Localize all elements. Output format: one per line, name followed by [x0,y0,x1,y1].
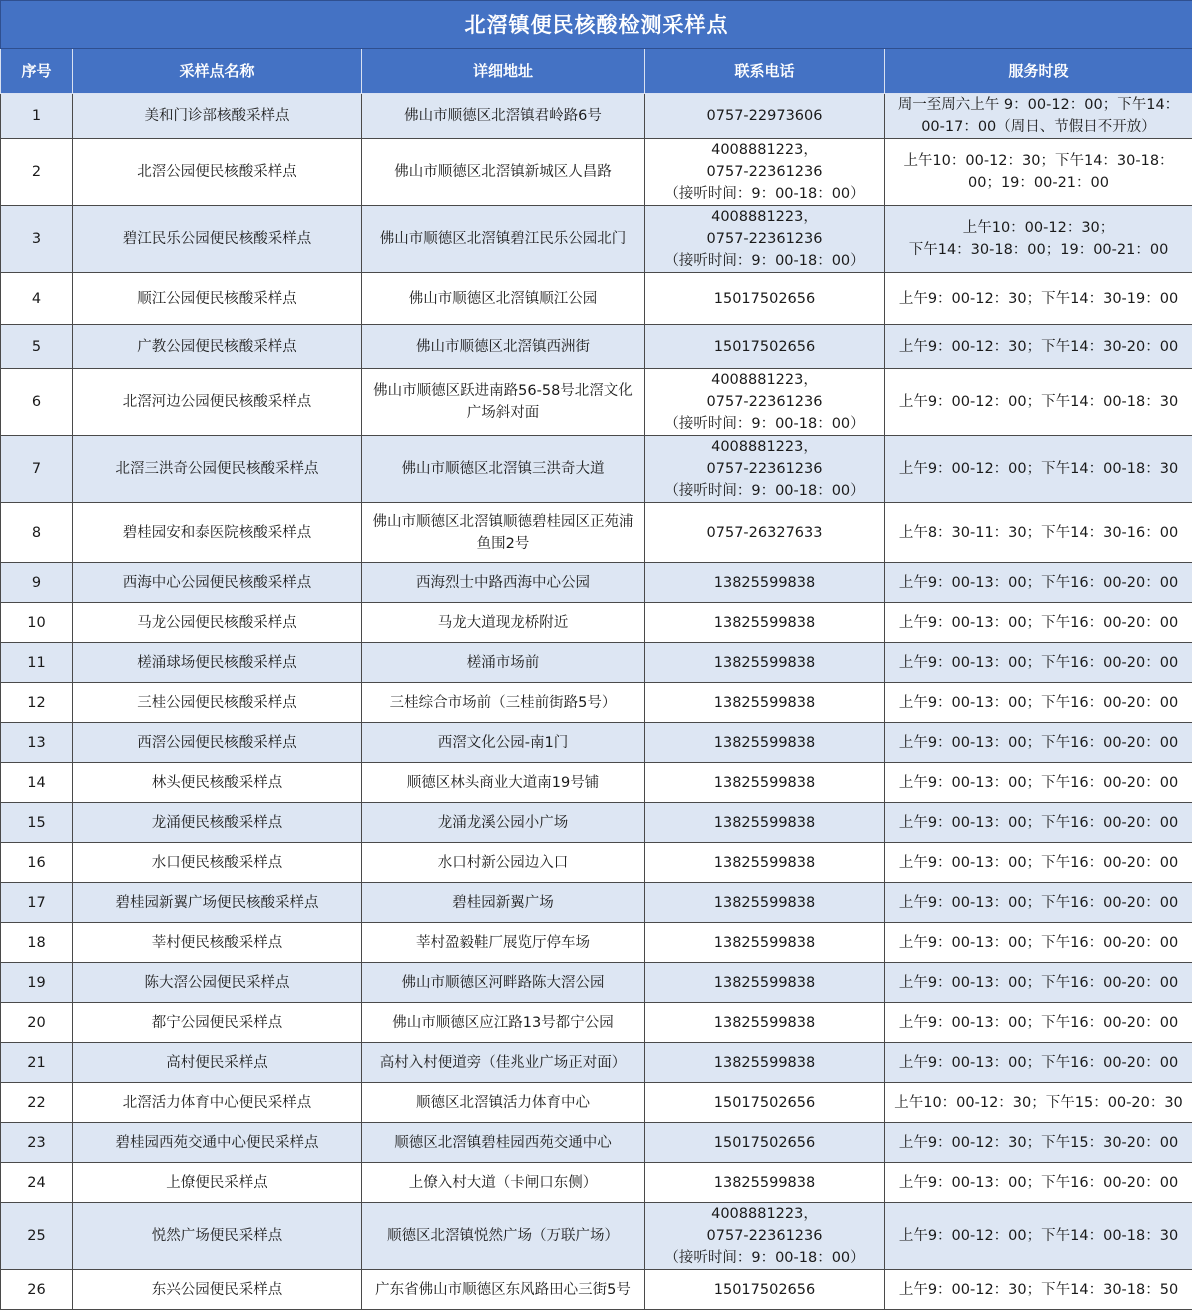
cell-service-hours [885,723,1192,763]
cell-phone [645,503,885,563]
table-row [1,603,1192,643]
cell-address-line: 佛山市顺德区北滘镇顺江公园 [364,288,642,310]
cell-index: 6 [1,369,73,436]
cell-address [362,923,645,963]
cell-phone [645,1043,885,1083]
cell-phone [645,325,885,369]
cell-address-line: 佛山市顺德区北滘镇新城区人昌路 [364,161,642,183]
cell-phone-line: 0757-22361236 [647,228,882,250]
cell-phone-line: 13825599838 [647,692,882,714]
cell-address [362,1043,645,1083]
cell-address [362,603,645,643]
cell-phone-line: 4008881223， [647,139,882,161]
cell-site-name: 北滘三洪奇公园便民核酸采样点 [73,436,362,503]
cell-service-hours-line: 上午9：00-12：30；下午14：30-19：00 [887,288,1190,310]
cell-phone-line: 4008881223， [647,369,882,391]
cell-service-hours [885,563,1192,603]
table-row [1,843,1192,883]
cell-address [362,803,645,843]
cell-address [362,139,645,206]
cell-phone [645,1203,885,1270]
cell-address [362,683,645,723]
cell-index: 22 [1,1083,73,1123]
cell-address-line: 顺德区北滘镇碧桂园西苑交通中心 [364,1132,642,1154]
cell-site-name: 北滘河边公园便民核酸采样点 [73,369,362,436]
cell-phone [645,1123,885,1163]
table-row [1,1163,1192,1203]
cell-address [362,763,645,803]
cell-phone [645,883,885,923]
cell-phone-line: （接听时间：9：00-18：00） [647,1247,882,1269]
cell-service-hours-line: 上午10：00-12：30；下午14：30-18： [887,150,1190,172]
cell-site-name: 广教公园便民核酸采样点 [73,325,362,369]
cell-phone [645,369,885,436]
cell-address-line: 佛山市顺德区北滘镇君岭路6号 [364,105,642,127]
cell-service-hours [885,923,1192,963]
cell-phone-line: 13825599838 [647,652,882,674]
header-address: 详细地址 [362,49,645,94]
cell-phone [645,563,885,603]
cell-address [362,723,645,763]
cell-phone [645,206,885,273]
cell-address-line: 西海烈士中路西海中心公园 [364,572,642,594]
cell-phone [645,923,885,963]
cell-index: 10 [1,603,73,643]
table-row [1,963,1192,1003]
cell-index: 20 [1,1003,73,1043]
cell-service-hours-line: 上午10：00-12：30； [887,217,1190,239]
table-row [1,683,1192,723]
cell-phone [645,803,885,843]
table-row [1,803,1192,843]
cell-address [362,1083,645,1123]
cell-phone [645,1003,885,1043]
cell-address-line: 佛山市顺德区跃进南路56-58号北滘文化 [364,380,642,402]
table-body [1,94,1192,1310]
cell-index: 2 [1,139,73,206]
cell-phone-line: 4008881223， [647,436,882,458]
cell-address [362,503,645,563]
cell-site-name: 顺江公园便民核酸采样点 [73,273,362,325]
cell-index: 15 [1,803,73,843]
cell-service-hours-line: 上午9：00-13：00；下午16：00-20：00 [887,772,1190,794]
cell-index: 3 [1,206,73,273]
cell-index: 7 [1,436,73,503]
cell-service-hours-line: 上午9：00-13：00；下午16：00-20：00 [887,612,1190,634]
cell-index: 13 [1,723,73,763]
cell-address [362,369,645,436]
cell-phone [645,94,885,139]
header-service-hours: 服务时段 [885,49,1192,94]
table-row [1,1003,1192,1043]
cell-index: 9 [1,563,73,603]
cell-index: 17 [1,883,73,923]
cell-index: 16 [1,843,73,883]
cell-index: 11 [1,643,73,683]
cell-service-hours [885,643,1192,683]
cell-index: 14 [1,763,73,803]
cell-address-line: 广东省佛山市顺德区东风路田心三街5号 [364,1279,642,1301]
cell-service-hours-line: 上午9：00-13：00；下午16：00-20：00 [887,732,1190,754]
cell-address-line: 莘村盈毅鞋厂展览厅停车场 [364,932,642,954]
cell-service-hours [885,139,1192,206]
cell-service-hours [885,803,1192,843]
cell-service-hours-line: 上午9：00-12：30；下午15：30-20：00 [887,1132,1190,1154]
cell-index: 18 [1,923,73,963]
cell-service-hours [885,369,1192,436]
cell-site-name: 碧江民乐公园便民核酸采样点 [73,206,362,273]
header-site-name: 采样点名称 [73,49,362,94]
cell-service-hours-line: 上午9：00-12：00；下午14：00-18：30 [887,391,1190,413]
cell-service-hours-line: 上午9：00-12：30；下午14：30-18：50 [887,1279,1190,1301]
cell-phone-line: 15017502656 [647,336,882,358]
table-row [1,923,1192,963]
cell-site-name: 碧桂园西苑交通中心便民采样点 [73,1123,362,1163]
table-row [1,883,1192,923]
cell-address-line: 龙涌龙溪公园小广场 [364,812,642,834]
cell-phone-line: 13825599838 [647,612,882,634]
table-row [1,763,1192,803]
cell-service-hours [885,503,1192,563]
cell-address [362,436,645,503]
cell-address [362,1003,645,1043]
table-row [1,1270,1192,1310]
cell-service-hours-line: 上午9：00-13：00；下午16：00-20：00 [887,1052,1190,1074]
cell-address-line: 西滘文化公园-南1门 [364,732,642,754]
header-index: 序号 [1,49,73,94]
cell-phone-line: （接听时间：9：00-18：00） [647,250,882,272]
table-row [1,563,1192,603]
cell-phone [645,763,885,803]
cell-address-line: 佛山市顺德区北滘镇顺德碧桂园区正苑浦 [364,511,642,533]
cell-phone [645,273,885,325]
cell-service-hours-line: 上午9：00-13：00；下午16：00-20：00 [887,692,1190,714]
cell-phone-line: 13825599838 [647,1012,882,1034]
cell-service-hours [885,1043,1192,1083]
cell-index: 12 [1,683,73,723]
cell-service-hours [885,683,1192,723]
cell-service-hours [885,883,1192,923]
cell-index: 4 [1,273,73,325]
table-row [1,723,1192,763]
cell-index: 8 [1,503,73,563]
cell-service-hours-line: 上午9：00-13：00；下午16：00-20：00 [887,892,1190,914]
cell-address [362,273,645,325]
cell-service-hours-line: 上午9：00-12：00；下午14：00-18：30 [887,1225,1190,1247]
table-row [1,206,1192,273]
cell-site-name: 上僚便民采样点 [73,1163,362,1203]
cell-site-name: 西滘公园便民核酸采样点 [73,723,362,763]
cell-service-hours-line: 00；19：00-21：00 [887,172,1190,194]
cell-service-hours-line: 上午9：00-12：00；下午14：00-18：30 [887,458,1190,480]
cell-service-hours-line: 下午14：30-18：00；19：00-21：00 [887,239,1190,261]
cell-service-hours [885,1163,1192,1203]
cell-service-hours [885,325,1192,369]
table-row [1,503,1192,563]
cell-address [362,1123,645,1163]
cell-phone-line: （接听时间：9：00-18：00） [647,413,882,435]
cell-service-hours-line: 上午8：30-11：30；下午14：30-16：00 [887,522,1190,544]
cell-site-name: 龙涌便民核酸采样点 [73,803,362,843]
cell-phone [645,963,885,1003]
table-row [1,139,1192,206]
cell-address-line: 顺德区林头商业大道南19号铺 [364,772,642,794]
cell-service-hours-line: 周一至周六上午 9：00-12：00；下午14： [887,94,1190,116]
cell-service-hours [885,94,1192,139]
cell-phone-line: 0757-22361236 [647,391,882,413]
cell-address-line: 鱼围2号 [364,533,642,555]
cell-phone-line: 15017502656 [647,1279,882,1301]
cell-address [362,883,645,923]
cell-phone-line: （接听时间：9：00-18：00） [647,480,882,502]
cell-address-line: 碧桂园新翼广场 [364,892,642,914]
cell-phone-line: （接听时间：9：00-18：00） [647,183,882,205]
cell-phone-line: 13825599838 [647,572,882,594]
cell-address [362,843,645,883]
cell-index: 21 [1,1043,73,1083]
cell-phone-line: 13825599838 [647,892,882,914]
cell-site-name: 陈大滘公园便民采样点 [73,963,362,1003]
cell-phone-line: 0757-26327633 [647,522,882,544]
cell-address [362,643,645,683]
cell-service-hours [885,1003,1192,1043]
cell-phone-line: 15017502656 [647,288,882,310]
cell-phone-line: 0757-22361236 [647,161,882,183]
cell-phone-line: 13825599838 [647,852,882,874]
cell-service-hours [885,1083,1192,1123]
cell-address [362,325,645,369]
cell-address-line: 佛山市顺德区北滘镇碧江民乐公园北门 [364,228,642,250]
cell-address-line: 槎涌市场前 [364,652,642,674]
cell-service-hours [885,963,1192,1003]
cell-phone [645,1083,885,1123]
cell-service-hours-line: 上午9：00-13：00；下午16：00-20：00 [887,852,1190,874]
cell-phone [645,723,885,763]
cell-phone [645,1270,885,1310]
cell-phone [645,139,885,206]
cell-index: 24 [1,1163,73,1203]
table-row [1,436,1192,503]
cell-phone-line: 0757-22361236 [647,458,882,480]
cell-address-line: 三桂综合市场前（三桂前街路5号） [364,692,642,714]
cell-phone-line: 0757-22361236 [647,1225,882,1247]
cell-service-hours [885,1123,1192,1163]
cell-service-hours-line: 上午9：00-13：00；下午16：00-20：00 [887,1012,1190,1034]
cell-phone [645,683,885,723]
cell-service-hours-line: 上午9：00-13：00；下午16：00-20：00 [887,572,1190,594]
cell-address-line: 水口村新公园边入口 [364,852,642,874]
cell-service-hours [885,273,1192,325]
cell-address-line: 顺德区北滘镇悦然广场（万联广场） [364,1225,642,1247]
cell-phone-line: 0757-22973606 [647,105,882,127]
cell-phone [645,643,885,683]
cell-service-hours-line: 上午10：00-12：30；下午15：00-20：30 [887,1092,1190,1114]
cell-index: 5 [1,325,73,369]
cell-address [362,94,645,139]
cell-address-line: 高村入村便道旁（佳兆业广场正对面） [364,1052,642,1074]
cell-phone-line: 13825599838 [647,732,882,754]
table-title: 北滘镇便民核酸检测采样点 [1,1,1192,49]
cell-service-hours [885,436,1192,503]
cell-service-hours-line: 上午9：00-13：00；下午16：00-20：00 [887,812,1190,834]
cell-service-hours [885,763,1192,803]
cell-site-name: 碧桂园新翼广场便民核酸采样点 [73,883,362,923]
cell-address [362,206,645,273]
cell-address [362,563,645,603]
cell-phone-line: 4008881223， [647,1203,882,1225]
cell-address [362,1163,645,1203]
table-row [1,325,1192,369]
table-row [1,1123,1192,1163]
cell-service-hours-line: 上午9：00-13：00；下午16：00-20：00 [887,652,1190,674]
cell-address-line: 佛山市顺德区北滘镇三洪奇大道 [364,458,642,480]
cell-site-name: 北滘公园便民核酸采样点 [73,139,362,206]
cell-phone-line: 4008881223， [647,206,882,228]
cell-site-name: 碧桂园安和泰医院核酸采样点 [73,503,362,563]
cell-phone [645,1163,885,1203]
table-row [1,643,1192,683]
cell-address-line: 佛山市顺德区河畔路陈大滘公园 [364,972,642,994]
cell-index: 23 [1,1123,73,1163]
cell-service-hours-line: 上午9：00-12：30；下午14：30-20：00 [887,336,1190,358]
cell-site-name: 槎涌球场便民核酸采样点 [73,643,362,683]
header-phone: 联系电话 [645,49,885,94]
cell-site-name: 东兴公园便民采样点 [73,1270,362,1310]
cell-service-hours-line: 00-17：00（周日、节假日不开放） [887,116,1190,138]
cell-address-line: 上僚入村大道（卡闸口东侧） [364,1172,642,1194]
cell-phone-line: 15017502656 [647,1132,882,1154]
cell-site-name: 悦然广场便民采样点 [73,1203,362,1270]
cell-site-name: 马龙公园便民核酸采样点 [73,603,362,643]
cell-index: 19 [1,963,73,1003]
cell-service-hours [885,1270,1192,1310]
cell-service-hours-line: 上午9：00-13：00；下午16：00-20：00 [887,1172,1190,1194]
cell-phone-line: 13825599838 [647,812,882,834]
cell-address [362,1203,645,1270]
cell-phone-line: 13825599838 [647,1052,882,1074]
cell-service-hours [885,603,1192,643]
cell-address-line: 马龙大道现龙桥附近 [364,612,642,634]
cell-service-hours-line: 上午9：00-13：00；下午16：00-20：00 [887,932,1190,954]
cell-phone [645,843,885,883]
cell-site-name: 水口便民核酸采样点 [73,843,362,883]
cell-site-name: 北滘活力体育中心便民采样点 [73,1083,362,1123]
cell-address-line: 佛山市顺德区北滘镇西洲街 [364,336,642,358]
cell-site-name: 高村便民采样点 [73,1043,362,1083]
cell-site-name: 林头便民核酸采样点 [73,763,362,803]
table-row [1,369,1192,436]
cell-index: 1 [1,94,73,139]
table-row [1,94,1192,139]
cell-phone [645,436,885,503]
cell-phone-line: 13825599838 [647,1172,882,1194]
cell-address [362,1270,645,1310]
cell-phone-line: 13825599838 [647,772,882,794]
cell-index: 25 [1,1203,73,1270]
cell-site-name: 西海中心公园便民核酸采样点 [73,563,362,603]
cell-site-name: 莘村便民核酸采样点 [73,923,362,963]
cell-site-name: 美和门诊部核酸采样点 [73,94,362,139]
cell-address-line: 顺德区北滘镇活力体育中心 [364,1092,642,1114]
cell-address [362,963,645,1003]
table-row [1,1043,1192,1083]
cell-site-name: 都宁公园便民采样点 [73,1003,362,1043]
table-row [1,273,1192,325]
cell-site-name: 三桂公园便民核酸采样点 [73,683,362,723]
cell-service-hours [885,206,1192,273]
cell-phone [645,603,885,643]
table-row [1,1083,1192,1123]
cell-service-hours-line: 上午9：00-13：00；下午16：00-20：00 [887,972,1190,994]
cell-index: 26 [1,1270,73,1310]
cell-service-hours [885,843,1192,883]
cell-address-line: 广场斜对面 [364,402,642,424]
cell-service-hours [885,1203,1192,1270]
cell-phone-line: 15017502656 [647,1092,882,1114]
cell-address-line: 佛山市顺德区应江路13号都宁公园 [364,1012,642,1034]
table-row [1,1203,1192,1270]
cell-phone-line: 13825599838 [647,932,882,954]
cell-phone-line: 13825599838 [647,972,882,994]
